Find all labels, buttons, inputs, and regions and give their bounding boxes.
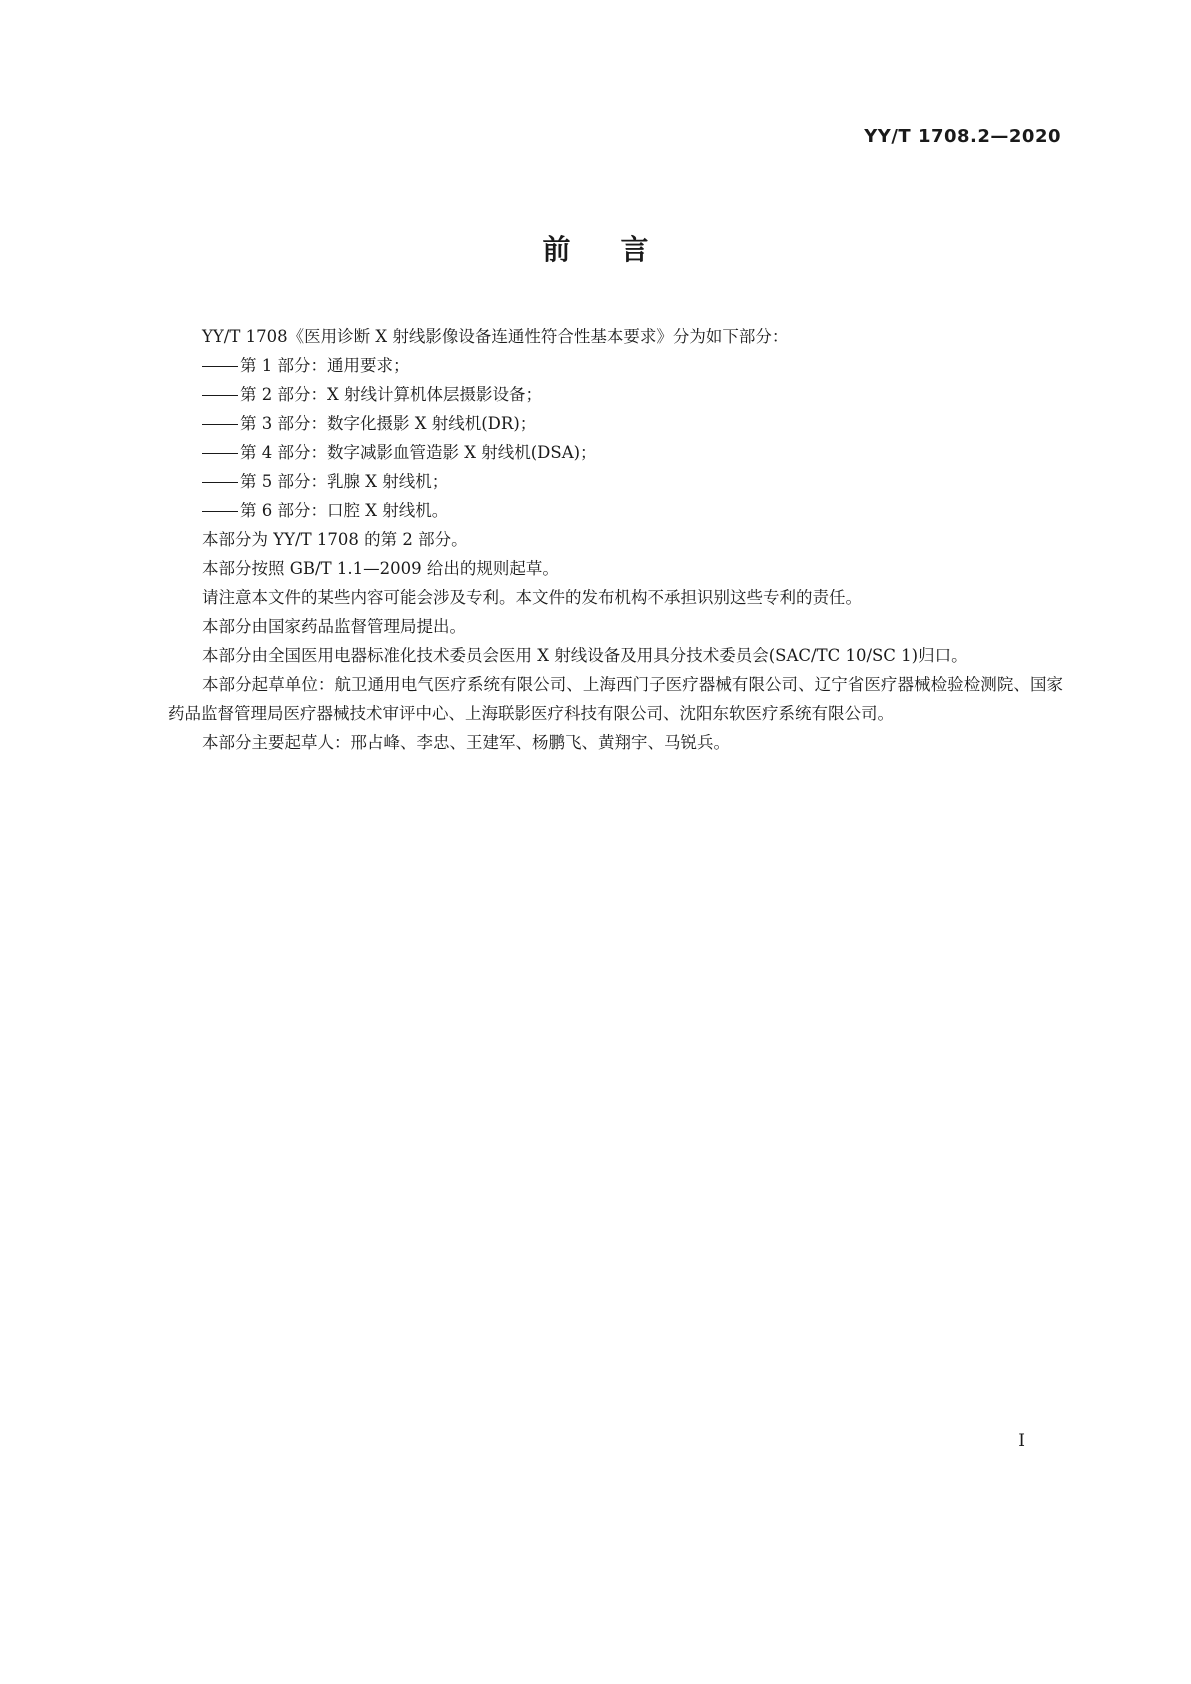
- patent-notice: 请注意本文件的某些内容可能会涉及专利。本文件的发布机构不承担识别这些专利的责任。: [202, 588, 862, 607]
- dash-mark: [202, 395, 238, 396]
- page-number: I: [1018, 1431, 1025, 1451]
- dash-mark: [202, 511, 238, 512]
- part-list-item: [168, 496, 1063, 525]
- foreword-body: [168, 322, 1063, 757]
- drafting-units: 本部分起草单位：航卫通用电气医疗系统有限公司、上海西门子医疗器械有限公司、辽宁省医疗器械检验检测院、国家药品监督管理局医疗器械技术审评中心、上海联影医疗科技有限公司、沈阳东软医疗系统有限公司。: [168, 675, 1063, 723]
- dash-mark: [202, 453, 238, 454]
- part-item-text: 第 5 部分：乳腺 X 射线机；: [240, 472, 449, 491]
- part-item-text: 第 3 部分：数字化摄影 X 射线机(DR)；: [240, 414, 537, 433]
- part-list-item: [168, 438, 1063, 467]
- part-item-text: 第 6 部分：口腔 X 射线机。: [240, 501, 449, 520]
- part-statement: 本部分为 YY/T 1708 的第 2 部分。: [202, 530, 468, 549]
- part-list-item: [168, 467, 1063, 496]
- part-list-item: [168, 351, 1063, 380]
- proposer: 本部分由国家药品监督管理局提出。: [202, 617, 466, 636]
- part-list-item: [168, 409, 1063, 438]
- drafting-rules: 本部分按照 GB/T 1.1—2009 给出的规则起草。: [202, 559, 559, 578]
- dash-mark: [202, 366, 238, 367]
- part-list-item: [168, 380, 1063, 409]
- page-title: 前言: [542, 233, 699, 266]
- standard-code: YY/T 1708.2—2020: [864, 126, 1061, 147]
- part-item-text: 第 4 部分：数字减影血管造影 X 射线机(DSA)；: [240, 443, 597, 462]
- dash-mark: [202, 424, 238, 425]
- part-item-text: 第 2 部分：X 射线计算机体层摄影设备；: [240, 385, 542, 404]
- dash-mark: [202, 482, 238, 483]
- part-item-text: 第 1 部分：通用要求；: [240, 356, 410, 375]
- intro-paragraph: YY/T 1708《医用诊断 X 射线影像设备连通性符合性基本要求》分为如下部分：: [202, 327, 789, 346]
- main-drafters: 本部分主要起草人：邢占峰、李忠、王建军、杨鹏飞、黄翔宇、马锐兵。: [202, 733, 730, 752]
- technical-committee: 本部分由全国医用电器标准化技术委员会医用 X 射线设备及用具分技术委员会(SAC/TC 10/SC 1)归口。: [202, 646, 968, 665]
